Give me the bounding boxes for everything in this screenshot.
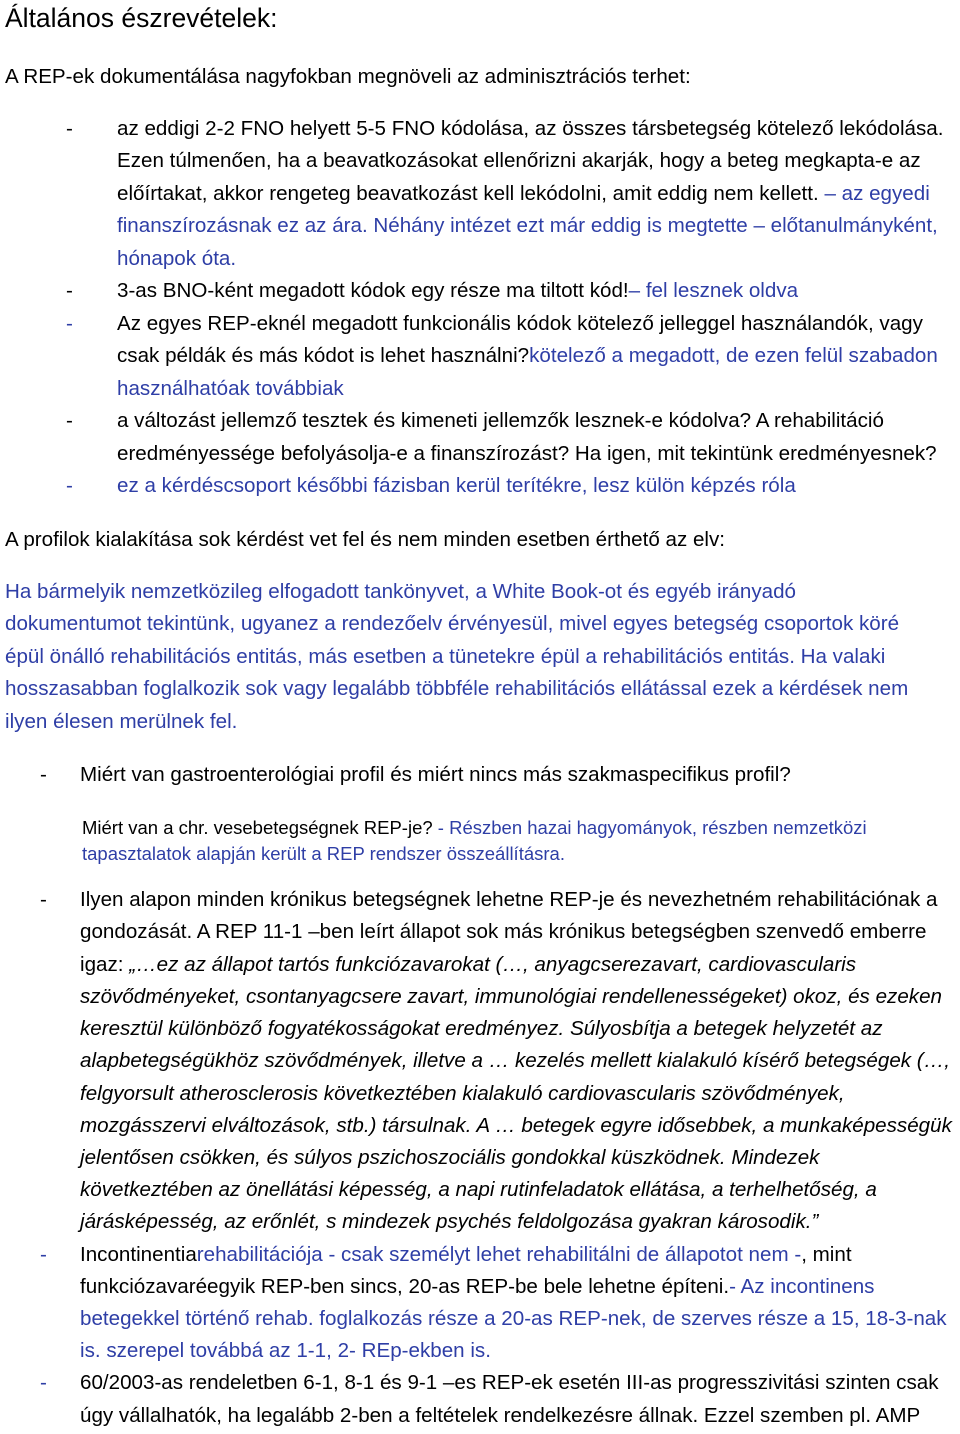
page-title-text: Általános észrevételek: xyxy=(5,3,278,33)
list-bullet: - xyxy=(66,279,73,303)
list-item xyxy=(0,884,955,1238)
text-line xyxy=(5,673,908,706)
body-text: alapbetegségükhöz szövődmények, illetve a … kezelés mellett kialakuló kísérő betegségek (…, xyxy=(80,1049,950,1073)
text-line xyxy=(117,210,938,243)
list-item-text xyxy=(80,759,955,791)
list-bullet: - xyxy=(40,762,47,786)
body-text: járásképesség, az erőnlét, s mindezek psychés feldolgozása gyakran károsodik.” xyxy=(80,1210,819,1234)
text-line xyxy=(80,1271,874,1303)
profiles-answer-paragraph xyxy=(5,576,955,739)
text-line xyxy=(5,608,899,641)
list-item xyxy=(0,275,955,308)
list-bullet: - xyxy=(40,1242,47,1266)
body-text: felgyorsult atherosclerosis következtében kialakuló cardiovascularis szövődmények, xyxy=(80,1081,845,1105)
list-item-text xyxy=(80,1239,955,1368)
response-text: is. szerepel továbbá az 1-1, 2- REp-ekben is. xyxy=(80,1339,491,1363)
response-text: - Az incontinens xyxy=(729,1274,875,1298)
body-text: gondozását. A REP 11-1 –ben leírt állapot sok más krónikus betegségben szenvedő emberre xyxy=(80,920,927,944)
response-text: – fel lesznek oldva xyxy=(628,279,799,303)
body-text: funkciózavaréegyik REP-ben sincs, 20-as REP-be bele lehetne építeni. xyxy=(80,1274,730,1298)
list-item xyxy=(0,113,955,276)
body-text: előírtakat, akkor rengeteg beavatkozást kell lekódolni, amit eddig nem kellett. xyxy=(117,181,819,205)
response-text: épül önálló rehabilitációs entitás, más esetben a tünetekre épül a rehabilitációs entitás. Ha valaki xyxy=(5,644,886,668)
response-text: finanszírozásnak ez az ára. Néhány intézet ezt már eddig is megtette – előtanulmányként, xyxy=(117,214,938,238)
body-text: 60/2003-as rendeletben 6-1, 8-1 és 9-1 –es REP-ek esetén III-as progresszivitási szinten csak xyxy=(80,1371,939,1395)
list-item-text xyxy=(117,405,955,470)
body-text: jelentősen csökken, és súlyos pszichoszociális gondokkal küszködnek. Mindezek xyxy=(80,1145,820,1169)
response-text: kötelező a megadott, de ezen felül szabadon xyxy=(529,344,938,368)
text-line xyxy=(80,1367,939,1399)
profile-questions-list xyxy=(0,759,955,1432)
text-line xyxy=(80,1078,845,1110)
response-text: hónapok óta. xyxy=(117,246,237,270)
text-line xyxy=(80,981,942,1013)
text-line xyxy=(80,1174,877,1206)
body-text: eredményessége befolyásolja-e a finanszírozást? Ha igen, mit tekintünk eredményesnek? xyxy=(117,441,937,465)
list-bullet: - xyxy=(66,474,73,498)
item-note xyxy=(82,815,955,867)
text-line xyxy=(80,1400,920,1432)
list-item xyxy=(0,308,955,406)
text-line xyxy=(117,405,884,438)
text-line xyxy=(5,576,796,609)
body-text: úgy vállalhatók, ha legalább 2-ben a feltételek rendelkezésre állnak. Ezzel szemben pl. AMP xyxy=(80,1403,921,1427)
body-text: 3-as BNO-ként megadott kódok egy része ma tiltott kód! xyxy=(117,279,629,303)
intro-paragraph xyxy=(5,61,955,94)
body-text: igaz: xyxy=(80,952,130,976)
text-line xyxy=(117,470,796,503)
text-line xyxy=(117,340,938,373)
profiles-intro-text: A profilok kialakítása sok kérdést vet fel és nem minden esetben érthető az elv: xyxy=(5,527,726,551)
response-text: tapasztalatok alapján került a REP rendszer összeállításra. xyxy=(82,842,565,864)
body-text: következtében az önellátási képesség, a napi rutinfeladatok ellátása, a terhelhetőség, a xyxy=(80,1178,877,1202)
list-item-text xyxy=(117,275,955,308)
response-text: használhatóak továbbiak xyxy=(117,376,344,400)
text-line xyxy=(5,706,237,739)
intro-text: A REP-ek dokumentálása nagyfokban megnöveli az adminisztrációs terhet: xyxy=(5,65,691,88)
body-text: szövődményeket, csontanyagcsere zavart, immunológiai rendellenességeket) okoz, és ezeken xyxy=(80,984,942,1008)
text-line xyxy=(80,1045,950,1077)
body-text: mozgásszervi elváltozások, stb.) társulnak. A … betegek egyre idősebbek, a munkaképességük xyxy=(80,1113,952,1137)
note-line xyxy=(82,841,565,867)
list-item-text xyxy=(117,113,955,276)
body-text: a változást jellemző tesztek és kimeneti jellemzők lesznek-e kódolva? A rehabilitáció xyxy=(117,409,884,433)
text-line xyxy=(80,1013,883,1045)
text-line xyxy=(80,1335,491,1367)
response-text: ez a kérdéscsoport későbbi fázisban kerül terítékre, lesz külön képzés róla xyxy=(117,474,796,498)
text-line xyxy=(80,1303,947,1335)
text-line xyxy=(80,1110,952,1142)
text-line xyxy=(117,373,344,406)
list-item-text xyxy=(117,470,955,503)
text-line xyxy=(117,438,937,471)
response-text: - Részben hazai hagyományok, részben nemzetközi xyxy=(432,816,867,838)
profiles-intro-paragraph xyxy=(5,524,955,557)
body-text: Ilyen alapon minden krónikus betegségnek lehetne REP-je és nevezhetném rehabilitációnak a xyxy=(80,888,938,912)
response-text: hosszasabban foglalkozik sok vagy legalább többféle rehabilitációs ellátással ezek a kérdések nem xyxy=(5,677,909,701)
text-line xyxy=(117,145,921,178)
text-line xyxy=(80,1142,819,1174)
list-item xyxy=(0,1367,955,1431)
body-text: Ezen túlmenően, ha a beavatkozásokat ellenőrizni akarják, hogy a beteg megkapta-e az xyxy=(117,149,921,173)
response-text: rehabilitációja - csak személyt lehet rehabilitálni de állapotot nem - xyxy=(196,1242,802,1266)
text-line xyxy=(80,949,856,981)
body-text: az eddigi 2-2 FNO helyett 5-5 FNO kódolása, az összes társbetegség kötelező lekódolása. xyxy=(117,116,944,140)
text-line xyxy=(117,308,923,341)
list-bullet: - xyxy=(66,116,73,140)
list-item-text xyxy=(117,308,955,406)
response-text: betegekkel történő rehab. foglalkozás része a 20-as REP-nek, de szerves része a 15, 18-3-nak xyxy=(80,1306,947,1330)
list-item-text xyxy=(80,1367,955,1431)
text-line xyxy=(117,113,943,146)
list-item xyxy=(0,759,955,791)
list-bullet: - xyxy=(66,311,73,335)
list-item xyxy=(0,405,955,470)
list-bullet: - xyxy=(40,888,47,912)
response-text: – az egyedi xyxy=(818,181,930,205)
response-text: dokumentumot tekintünk, ugyanez a rendezőelv érvényesül, mivel egyes betegség csoportok köré xyxy=(5,612,900,636)
note-line xyxy=(82,815,867,841)
list-item-text xyxy=(80,884,955,1238)
list-bullet: - xyxy=(40,1371,47,1395)
body-text: Az egyes REP-eknél megadott funkcionális kódok kötelező jelleggel használandók, vagy xyxy=(117,311,923,335)
response-text: ilyen élesen merülnek fel. xyxy=(5,709,238,733)
text-line xyxy=(117,243,236,276)
list-item xyxy=(0,1239,955,1368)
response-text: Ha bármelyik nemzetközileg elfogadott tankönyvet, a White Book-ot és egyéb irányadó xyxy=(5,579,796,603)
text-line xyxy=(80,1239,852,1271)
text-line xyxy=(5,641,885,674)
text-line xyxy=(117,178,930,211)
body-text: Incontinentia xyxy=(80,1242,197,1266)
body-text: Miért van a chr. vesebetegségnek REP-je? xyxy=(82,816,433,838)
page-title xyxy=(5,0,955,36)
body-text: Miért van gastroenterológiai profil és miért nincs más szakmaspecifikus profil? xyxy=(80,762,791,786)
list-item xyxy=(0,470,955,503)
text-line xyxy=(117,275,798,308)
text-line xyxy=(80,916,926,948)
body-text: „…ez az állapot tartós funkciózavarokat (…, anyagcserezavart, cardiovascularis xyxy=(129,952,857,976)
text-line xyxy=(80,1206,818,1238)
admin-burden-list xyxy=(0,113,955,503)
text-line xyxy=(80,759,791,791)
body-text: csak példák és más kódot is lehet használni? xyxy=(117,344,530,368)
body-text: , mint xyxy=(801,1242,852,1266)
body-text: keresztül különböző fogyatékosságokat eredményez. Súlyosbítja a betegek helyzetét az xyxy=(80,1017,883,1041)
text-line xyxy=(80,884,937,916)
list-bullet: - xyxy=(66,409,73,433)
